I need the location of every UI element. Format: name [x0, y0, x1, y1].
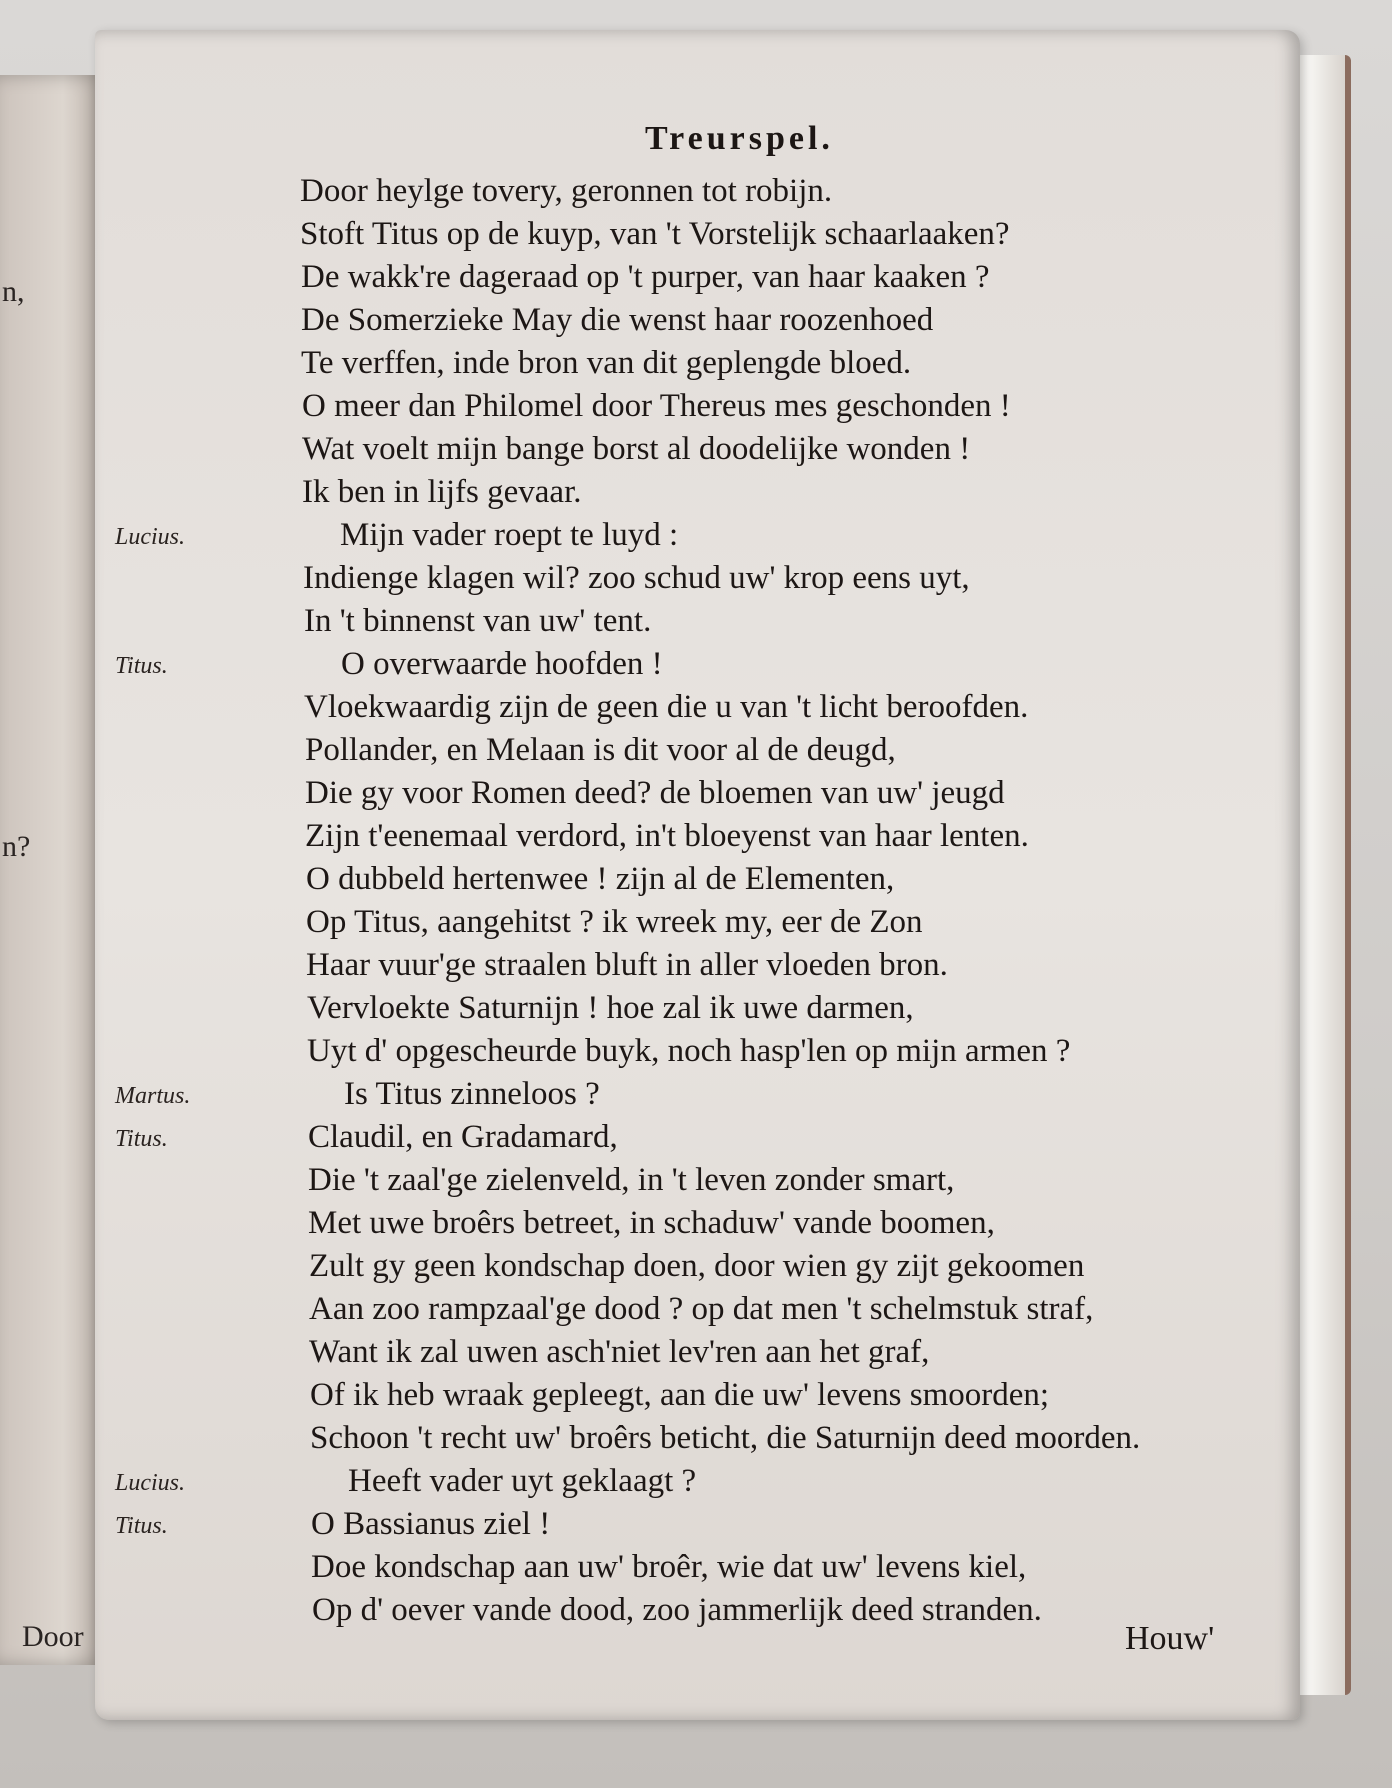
verse-line	[95, 858, 1300, 901]
catchword: Houw'	[1125, 1620, 1215, 1657]
verse-text: Indienge klagen wil? zoo schud uw' krop eens uyt,	[303, 560, 970, 596]
verse-line	[95, 1202, 1300, 1245]
verse-text: Haar vuur'ge straalen bluft in aller vloeden bron.	[306, 947, 948, 983]
verse-text: Vervloekte Saturnijn ! hoe zal ik uwe darmen,	[307, 990, 914, 1026]
verse-line	[95, 686, 1300, 729]
verse-text: Ik ben in lijfs gevaar.	[302, 474, 582, 510]
left-page-fragment: n,	[2, 275, 25, 308]
verse-line	[95, 213, 1300, 256]
verse-line	[95, 428, 1300, 471]
verse-text: O overwaarde hoofden !	[341, 646, 663, 682]
verse-line	[95, 1073, 1300, 1116]
speaker-name: Martus.	[115, 1083, 191, 1109]
left-page-catchword: Door	[22, 1620, 84, 1653]
verse-line	[95, 600, 1300, 643]
verse-text: Wat voelt mijn bange borst al doodelijke wonden !	[302, 431, 971, 467]
verse-text: De wakk're dageraad op 't purper, van haar kaaken ?	[301, 259, 990, 295]
verse-line	[95, 514, 1300, 557]
verse-line	[95, 987, 1300, 1030]
speaker-name: Titus.	[115, 653, 168, 679]
verse-text: O dubbeld hertenwee ! zijn al de Elementen,	[306, 861, 895, 897]
verse-text: Stoft Titus op de kuyp, van 't Vorstelijk schaarlaaken?	[300, 216, 1010, 252]
verse-line	[95, 1288, 1300, 1331]
verse-line	[95, 299, 1300, 342]
verse-text: O Bassianus ziel !	[311, 1506, 551, 1542]
verse-text: Heeft vader uyt geklaagt ?	[348, 1463, 697, 1499]
verse-text: Op d' oever vande dood, zoo jammerlijk deed stranden.	[312, 1592, 1042, 1628]
verse-line	[95, 944, 1300, 987]
verse-line	[95, 1546, 1300, 1589]
verse-text: Doe kondschap aan uw' broêr, wie dat uw' levens kiel,	[311, 1549, 1027, 1585]
verse-line	[95, 1159, 1300, 1202]
verse-text: Die 't zaal'ge zielenveld, in 't leven zonder smart,	[308, 1162, 955, 1198]
verse-text: Zult gy geen kondschap doen, door wien gy zijt gekoomen	[309, 1248, 1085, 1284]
verse-line	[95, 772, 1300, 815]
verse-line	[95, 170, 1300, 213]
verse-text: Zijn t'eenemaal verdord, in't bloeyenst van haar lenten.	[305, 818, 1029, 854]
verse-line	[95, 643, 1300, 686]
verse-text: Met uwe broêrs betreet, in schaduw' vande boomen,	[308, 1205, 995, 1241]
verse-text: Vloekwaardig zijn de geen die u van 't licht beroofden.	[304, 689, 1029, 725]
left-page	[0, 75, 105, 1665]
verse-text: Of ik heb wraak gepleegt, aan die uw' levens smoorden;	[310, 1377, 1050, 1413]
running-head: Treurspel.	[645, 120, 834, 157]
speaker-name: Titus.	[115, 1126, 168, 1152]
verse-line	[95, 256, 1300, 299]
verse-line	[95, 385, 1300, 428]
verse-text: In 't binnenst van uw' tent.	[304, 603, 652, 639]
verse-line	[95, 901, 1300, 944]
verse-line	[95, 1030, 1300, 1073]
verse-text: Want ik zal uwen asch'niet lev'ren aan het graf,	[309, 1334, 930, 1370]
verse-line	[95, 729, 1300, 772]
verse-text: Is Titus zinneloos ?	[344, 1076, 600, 1112]
verse-line	[95, 1116, 1300, 1159]
speaker-name: Lucius.	[115, 524, 186, 550]
verse-text: De Somerzieke May die wenst haar roozenhoed	[301, 302, 934, 338]
verse-line	[95, 1245, 1300, 1288]
verse-text: Die gy voor Romen deed? de bloemen van uw' jeugd	[305, 775, 1005, 811]
verse-line	[95, 471, 1300, 514]
verse-text: Aan zoo rampzaal'ge dood ? op dat men 't schelmstuk straf,	[309, 1291, 1094, 1327]
left-page-fragment: n?	[2, 830, 31, 863]
verse-line	[95, 1417, 1300, 1460]
verse-text: Schoon 't recht uw' broêrs beticht, die Saturnijn deed moorden.	[310, 1420, 1141, 1456]
speaker-name: Lucius.	[115, 1470, 186, 1496]
verse-text: Door heylge tovery, geronnen tot robijn.	[300, 173, 833, 209]
verse-line	[95, 1503, 1300, 1546]
verse-line	[95, 342, 1300, 385]
verse-line	[95, 1331, 1300, 1374]
verse-text: Op Titus, aangehitst ? ik wreek my, eer de Zon	[306, 904, 923, 940]
right-page	[95, 30, 1300, 1720]
speaker-name: Titus.	[115, 1513, 168, 1539]
verse-line	[95, 1460, 1300, 1503]
verse-line	[95, 815, 1300, 858]
verse-text: Claudil, en Gradamard,	[308, 1119, 618, 1155]
verse-line	[95, 1589, 1300, 1632]
verse-text: Pollander, en Melaan is dit voor al de deugd,	[305, 732, 896, 768]
verse-text: O meer dan Philomel door Thereus mes geschonden !	[302, 388, 1011, 424]
verse-text: Mijn vader roept te luyd :	[340, 517, 679, 553]
verse-text: Te verffen, inde bron van dit geplengde bloed.	[301, 345, 912, 381]
verse-text: Uyt d' opgescheurde buyk, noch hasp'len op mijn armen ?	[307, 1033, 1071, 1069]
verse-line	[95, 1374, 1300, 1417]
verse-line	[95, 557, 1300, 600]
verse-block	[95, 170, 1300, 1632]
